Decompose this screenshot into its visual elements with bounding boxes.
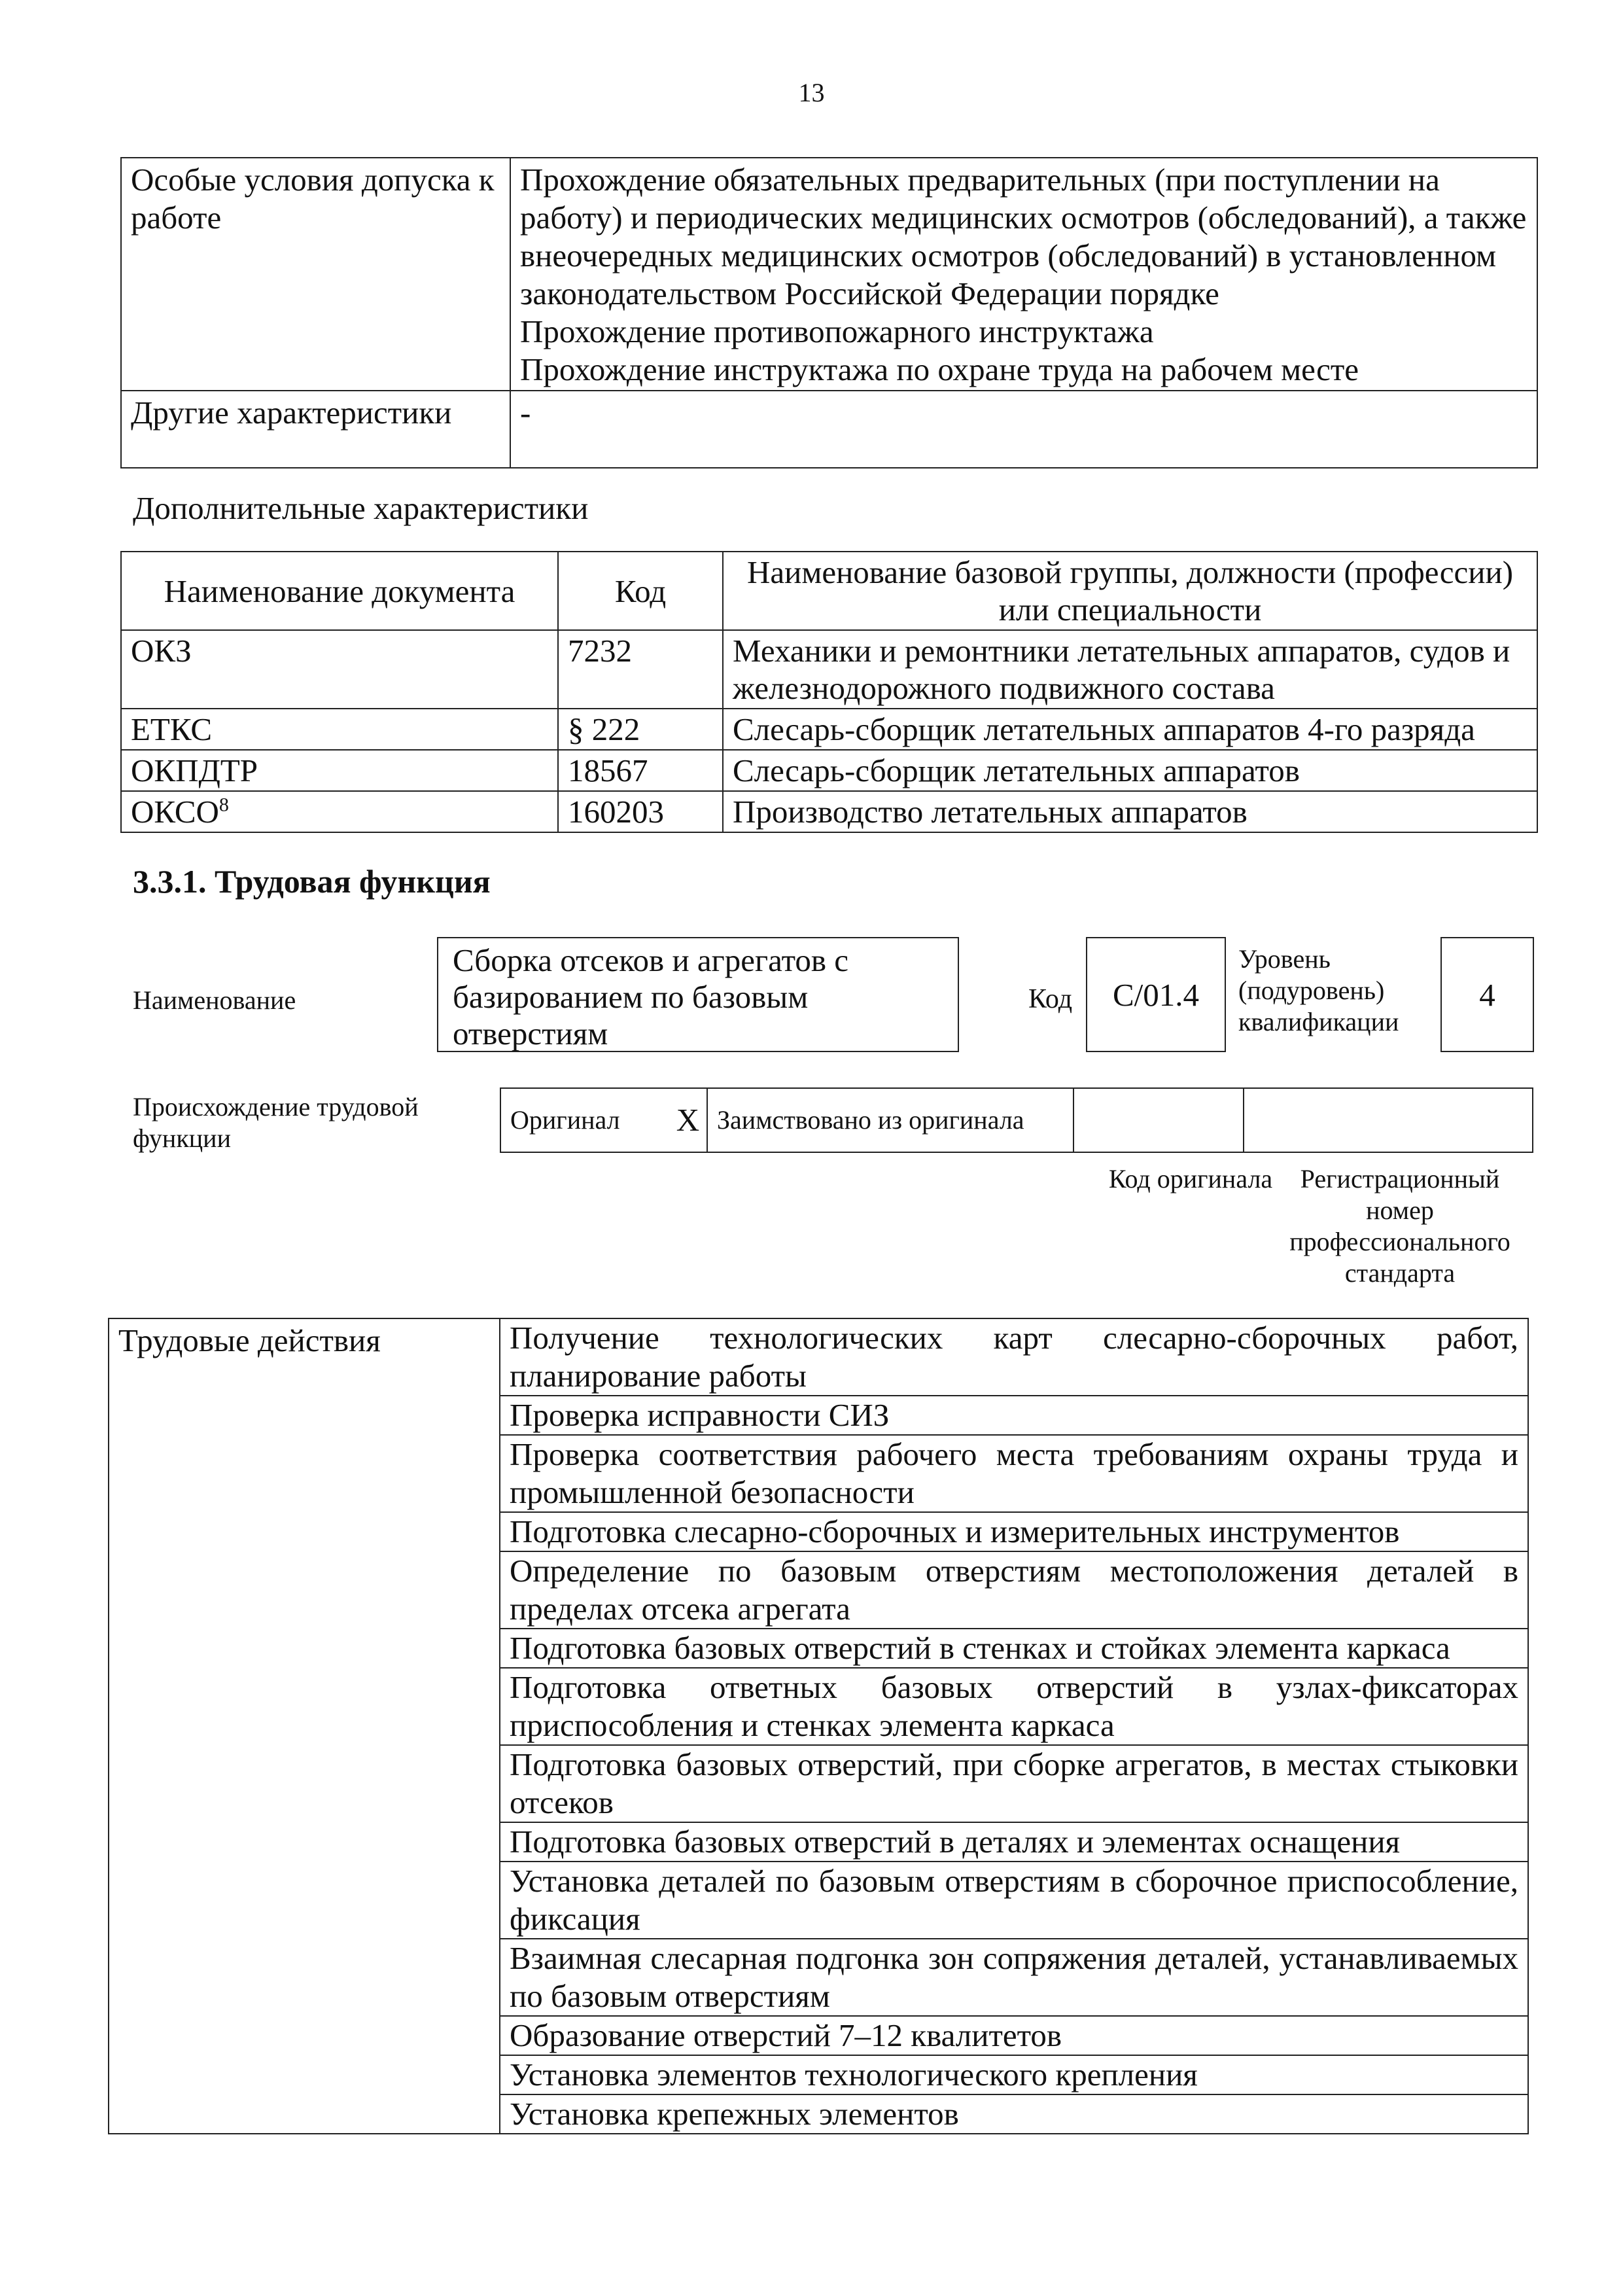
doc-cell: ОКЗ bbox=[121, 630, 558, 709]
conditions-label: Особые условия допуска к работе bbox=[121, 158, 510, 391]
action-item: Проверка соответствия рабочего места требованиям охраны труда и промышленной безопасности bbox=[500, 1435, 1528, 1512]
origin-label: Происхождение трудовой функции bbox=[133, 1092, 419, 1153]
code-cell: 7232 bbox=[558, 630, 723, 709]
doc-text: ОКСО bbox=[131, 794, 219, 830]
code-cell: § 222 bbox=[558, 709, 723, 750]
origin-reg-caption: Регистрационный номер профессионального стандарта bbox=[1289, 1164, 1510, 1288]
code-label: Код bbox=[1028, 984, 1073, 1014]
name-cell: Механики и ремонтники летательных аппаратов, судов и железнодорожного подвижного состава bbox=[723, 630, 1537, 709]
origin-code-caption: Код оригинала bbox=[1108, 1164, 1273, 1193]
action-item: Подготовка базовых отверстий, при сборке агрегатов, в местах стыковки отсеков bbox=[500, 1745, 1528, 1822]
origin-mark: X bbox=[669, 1088, 707, 1152]
header-doc: Наименование документа bbox=[121, 552, 558, 630]
table-header-row bbox=[121, 552, 1537, 630]
origin-borrowed: Заимствовано из оригинала bbox=[707, 1088, 1073, 1152]
action-item: Установка элементов технологического крепления bbox=[500, 2055, 1528, 2094]
function-name-box bbox=[437, 937, 959, 1052]
origin-original: Оригинал bbox=[500, 1088, 669, 1152]
table-row bbox=[121, 791, 1537, 832]
code-cell: 18567 bbox=[558, 750, 723, 791]
doc-cell: ОКПДТР bbox=[121, 750, 558, 791]
action-item: Подготовка слесарно-сборочных и измерительных инструментов bbox=[500, 1512, 1528, 1551]
conditions-value bbox=[510, 158, 1537, 391]
other-label: Другие характеристики bbox=[121, 391, 510, 468]
additional-table bbox=[120, 551, 1538, 833]
action-item: Подготовка базовых отверстий в стенках и стойках элемента каркаса bbox=[500, 1629, 1528, 1668]
level-box bbox=[1440, 937, 1534, 1052]
action-item: Подготовка базовых отверстий в деталях и элементах оснащения bbox=[500, 1822, 1528, 1862]
labor-actions-table bbox=[108, 1318, 1529, 2134]
header-code: Код bbox=[558, 552, 723, 630]
table-row bbox=[121, 750, 1537, 791]
origin-code-cell bbox=[1073, 1088, 1244, 1152]
table-row bbox=[500, 1088, 1533, 1152]
footnote-mark: 8 bbox=[218, 794, 229, 816]
name-cell: Производство летательных аппаратов bbox=[723, 791, 1537, 832]
other-value: - bbox=[510, 391, 1537, 468]
action-item: Образование отверстий 7–12 квалитетов bbox=[500, 2016, 1528, 2055]
conditions-line: Прохождение инструктажа по охране труда на рабочем месте bbox=[520, 351, 1359, 387]
conditions-table bbox=[120, 157, 1538, 468]
header-name: Наименование базовой группы, должности (профессии) или специальности bbox=[723, 552, 1537, 630]
page-number: 13 bbox=[798, 78, 825, 107]
table-row bbox=[109, 1318, 1528, 1396]
conditions-line: Прохождение противопожарного инструктажа bbox=[520, 313, 1154, 349]
function-name: Сборка отсеков и агрегатов с базированием по базовым отверстиям bbox=[453, 942, 848, 1051]
action-item: Получение технологических карт слесарно-сборочных работ, планирование работы bbox=[500, 1318, 1528, 1396]
doc-cell: ЕТКС bbox=[121, 709, 558, 750]
level-label: Уровень (подуровень) квалификации bbox=[1238, 944, 1399, 1036]
action-item: Проверка исправности СИЗ bbox=[500, 1396, 1528, 1435]
action-item: Подготовка ответных базовых отверстий в узлах-фиксаторах приспособления и стенках элемента каркаса bbox=[500, 1668, 1528, 1745]
labor-function-heading: 3.3.1. Трудовая функция bbox=[133, 863, 491, 900]
additional-caption: Дополнительные характеристики bbox=[133, 490, 589, 526]
actions-label: Трудовые действия bbox=[109, 1318, 500, 2134]
doc-cell bbox=[121, 791, 558, 832]
origin-table bbox=[500, 1087, 1533, 1153]
table-row bbox=[121, 630, 1537, 709]
action-item: Установка крепежных элементов bbox=[500, 2094, 1528, 2134]
action-item: Установка деталей по базовым отверстиям в сборочное приспособление, фиксация bbox=[500, 1862, 1528, 1939]
code-cell: 160203 bbox=[558, 791, 723, 832]
table-row bbox=[121, 709, 1537, 750]
table-row bbox=[121, 391, 1537, 468]
name-label: Наименование bbox=[133, 985, 296, 1015]
table-row bbox=[121, 158, 1537, 391]
name-cell: Слесарь-сборщик летательных аппаратов bbox=[723, 750, 1537, 791]
action-item: Определение по базовым отверстиям местоположения деталей в пределах отсека агрегата bbox=[500, 1551, 1528, 1629]
name-cell: Слесарь-сборщик летательных аппаратов 4-го разряда bbox=[723, 709, 1537, 750]
action-item: Взаимная слесарная подгонка зон сопряжения деталей, устанавливаемых по базовым отверстиям bbox=[500, 1939, 1528, 2016]
function-code: C/01.4 bbox=[1112, 976, 1200, 1013]
level-value: 4 bbox=[1479, 976, 1495, 1013]
origin-reg-cell bbox=[1244, 1088, 1533, 1152]
function-code-box bbox=[1086, 937, 1226, 1052]
conditions-line: Прохождение обязательных предварительных (при поступлении на работу) и периодических медицинских осмотров (обследований), а также внеочередных медицинских осмотров (обследований) в установленном законодательством Российской Федерации порядке bbox=[520, 162, 1527, 311]
